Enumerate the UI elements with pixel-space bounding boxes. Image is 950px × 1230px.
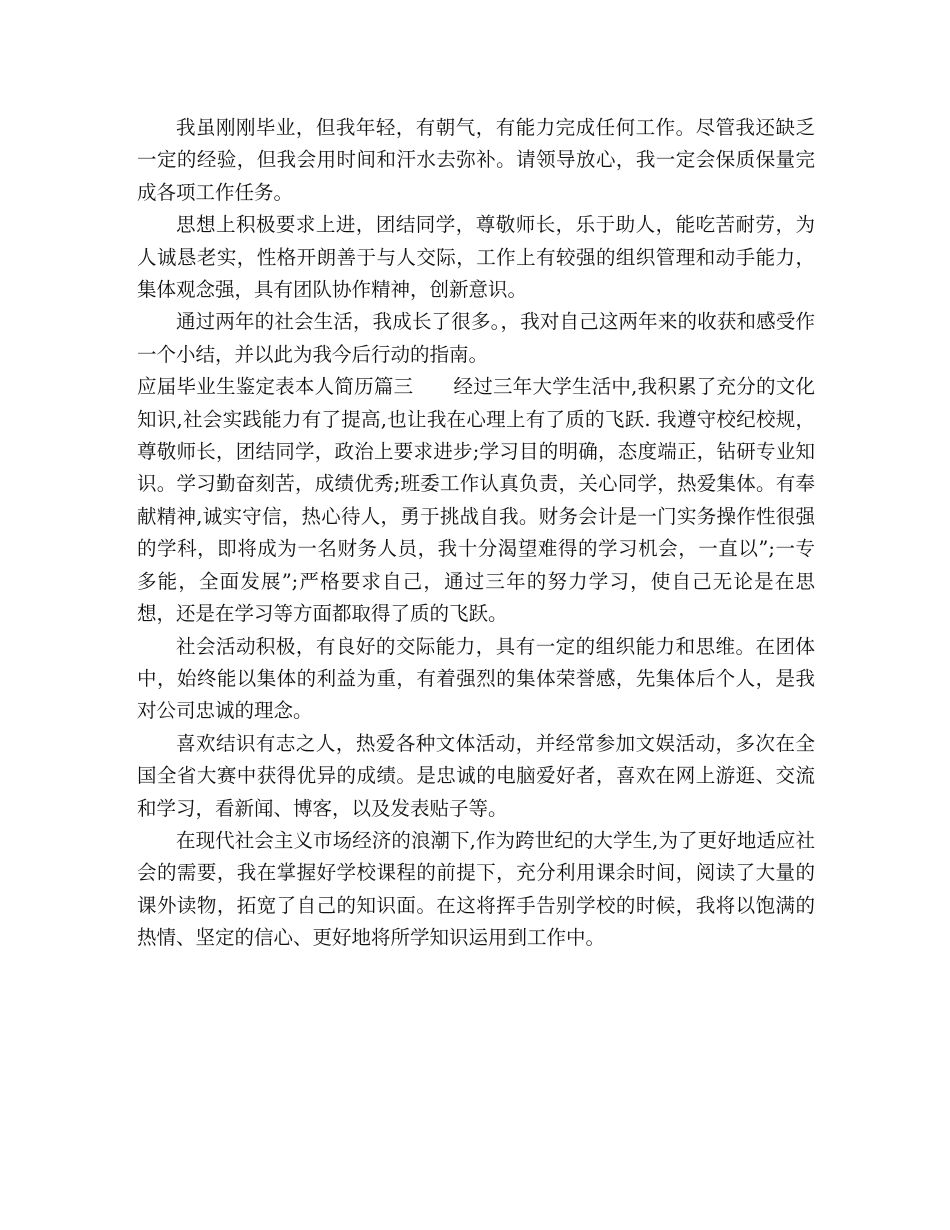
- paragraph-3: 通过两年的社会生活，我成长了很多。，我对自己这两年来的收获和感受作一个小结，并以此为我今后行动的指南。: [137, 310, 815, 366]
- section-paragraph: [137, 371, 815, 630]
- paragraph-5: 社会活动积极，有良好的交际能力，具有一定的组织能力和思维。在团体中，始终能以集体的利益为重，有着强烈的集体荣誉感，先集体后个人，是我对公司忠诚的理念。: [137, 634, 815, 723]
- document-body: [137, 112, 815, 955]
- paragraph-6: 喜欢结识有志之人，热爱各种文体活动，并经常参加文娱活动，多次在全国全省大赛中获得优异的成绩。是忠诚的电脑爱好者，喜欢在网上游逛、交流和学习，看新闻、博客，以及发表贴子等。: [137, 731, 815, 820]
- section-body: 经过三年大学生活中,我积累了充分的文化知识,社会实践能力有了提高,也让我在心理上有了质的飞跃. 我遵守校纪校规，尊敬师长，团结同学，政治上要求进步;学习目的明确，态度端正，钻研专业知识。学习勤奋刻苦，成绩优秀;班委工作认真负责，关心同学，热爱集体。有奉献精神,诚实守信，热心待人，勇于挑战自我。财务会计是一门实务操作性很强的学科，即将成为一名财务人员，我十分渴望难得的学习机会，一直以”;一专多能，全面发展”;严格要求自己，通过三年的努力学习，使自己无论是在思想，还是在学习等方面都取得了质的飞跃。: [137, 375, 815, 626]
- paragraph-7: 在现代社会主义市场经济的浪潮下,作为跨世纪的大学生,为了更好地适应社会的需要，我在掌握好学校课程的前提下，充分利用课余时间，阅读了大量的课外读物，拓宽了自己的知识面。在这将挥手告别学校的时候，我将以饱满的热情、坚定的信心、更好地将所学知识运用到工作中。: [137, 828, 815, 950]
- section-heading: 应届毕业生鉴定表本人简历篇三: [137, 375, 414, 399]
- paragraph-2: 思想上积极要求上进，团结同学，尊敬师长，乐于助人，能吃苦耐劳，为人诚恳老实，性格开朗善于与人交际，工作上有较强的组织管理和动手能力，集体观念强，具有团队协作精神，创新意识。: [137, 213, 815, 302]
- paragraph-1: 我虽刚刚毕业，但我年轻，有朝气，有能力完成任何工作。尽管我还缺乏一定的经验，但我会用时间和汗水去弥补。请领导放心，我一定会保质保量完成各项工作任务。: [137, 116, 815, 204]
